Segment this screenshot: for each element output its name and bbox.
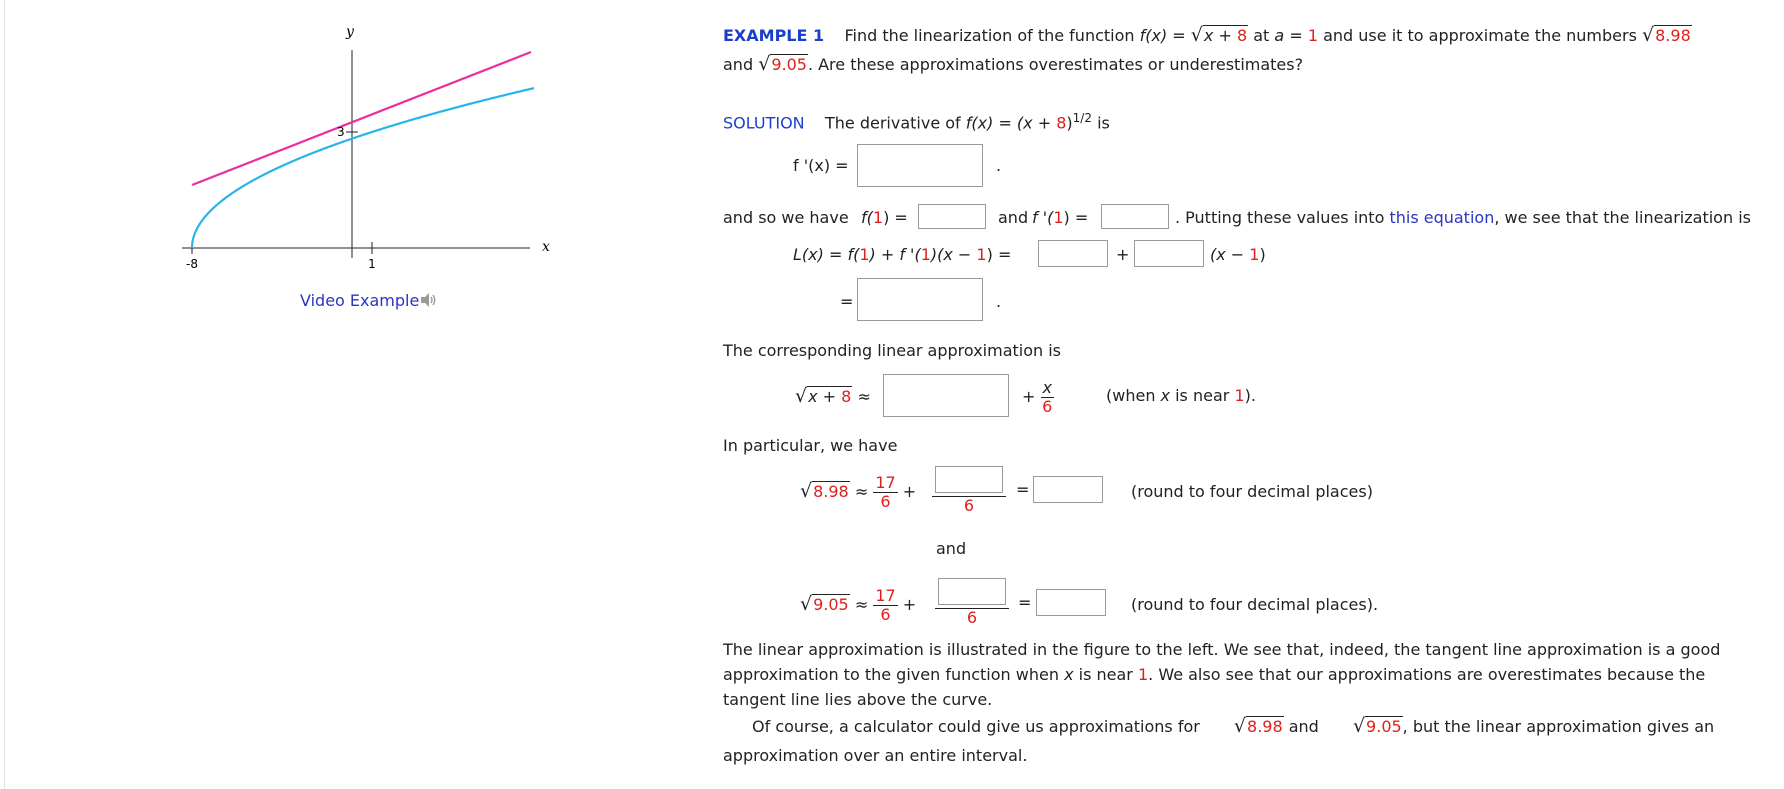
round-note-1: (round to four decimal places) <box>1131 482 1373 501</box>
example-at: at <box>1253 26 1270 45</box>
linearization-constant-input[interactable] <box>1038 240 1108 267</box>
approx-note: (when x is near 1). <box>1106 386 1256 405</box>
solution-line: SOLUTION The derivative of $f(x) = (x + 8)^{1/2}$ is <box>723 111 1110 133</box>
y-axis-label: y <box>346 24 354 40</box>
solution-text: The derivative of <box>824 113 961 133</box>
video-example-label: Video Example <box>300 291 420 310</box>
conclusion-paragraph-2: Of course, a calculator could give us approximations for √8.98 and √9.05, but the linear approximation gives an approximation over an entire interval. <box>723 715 1715 765</box>
approx-x-over-6: + $\frac{x}{6}$ <box>1022 378 1053 416</box>
simplified-dot: . <box>996 292 1002 311</box>
example-label: EXAMPLE 1 <box>723 26 825 45</box>
example-question: . Are these approximations overestimates or underestimates? <box>807 55 1304 74</box>
example-a-value: 1 <box>1307 26 1318 45</box>
result-9-05-input[interactable] <box>1036 589 1106 616</box>
tangent-line <box>192 52 531 185</box>
round-note-2: (round to four decimal places). <box>1131 595 1379 614</box>
values-intro: and so we have <box>723 208 849 227</box>
f-of-1-input[interactable] <box>918 204 986 229</box>
values-and: and <box>998 208 1029 227</box>
fraction-9-05: 6 <box>935 578 1009 627</box>
linearization-lhs: L(x) = f(1) + f '(1)(x − 1) = <box>793 245 1012 264</box>
derivative-answer-input[interactable] <box>857 144 983 187</box>
f-prime-of-1-label: f '(1) = <box>1032 208 1089 227</box>
linearization-slope-input[interactable] <box>1134 240 1204 267</box>
speaker-icon <box>419 291 439 309</box>
derivative-lhs: f '(x) = <box>793 156 849 175</box>
this-equation-link[interactable]: this equation <box>1389 208 1495 227</box>
tick-label-3: 3 <box>337 125 345 139</box>
tick-label-1: 1 <box>368 257 376 271</box>
result-8-98-input[interactable] <box>1033 476 1103 503</box>
video-example-link[interactable] <box>300 291 439 310</box>
derivative-dot: . <box>996 156 1002 175</box>
approx-lhs: √x + 8 ≈ <box>795 385 871 407</box>
sqrt-9-05: √9.05 <box>758 53 807 75</box>
solution-label: SOLUTION <box>723 113 805 133</box>
left-edge-divider <box>4 0 5 789</box>
fraction-8-98: 6 <box>932 466 1006 515</box>
simplified-linearization-input[interactable] <box>857 278 983 321</box>
eq-9-05: = <box>1018 593 1032 612</box>
example-text-2: and use it to approximate the numbers <box>1323 26 1637 45</box>
linear-approx-heading: The corresponding linear approximation is <box>723 341 1062 360</box>
example-text-1: Find the linearization of the function <box>844 26 1135 45</box>
linearization-plus: + <box>1116 245 1130 264</box>
example-statement-line2 <box>723 53 1303 75</box>
sqrt-curve <box>192 88 534 248</box>
numerator-9-05-input[interactable] <box>938 578 1006 605</box>
numerator-8-98-input[interactable] <box>935 466 1003 493</box>
simplified-eq: = <box>840 292 854 311</box>
f-of-1-label: f(1) = <box>861 208 908 227</box>
eq-8-98: = <box>1016 480 1030 499</box>
particular-and: and <box>936 539 967 558</box>
in-particular-heading: In particular, we have <box>723 436 898 455</box>
sqrt-8-98: √8.98 <box>1642 24 1691 46</box>
tick-label-neg8: -8 <box>186 257 198 271</box>
conclusion-paragraph-1: The linear approximation is illustrated in the figure to the left. We see that, indeed, the tangent line approximation is a good approximation to the given function when x is near 1. We also see that our approximations are overestimates because the tangent line lies above the curve. <box>723 640 1721 709</box>
sqrt-8-98-approx: √8.98 ≈ $\frac{17}{6}$ + <box>800 473 917 511</box>
values-putting: . Putting these values into this equation, we see that the linearization is <box>1175 208 1751 227</box>
linearization-graph <box>180 20 560 280</box>
example-fx: f(x) = <box>1139 26 1186 45</box>
sqrt-9-05-approx: √9.05 ≈ $\frac{17}{6}$ + <box>800 586 917 624</box>
approx-constant-input[interactable] <box>883 374 1009 417</box>
example-a-eq: a = <box>1274 26 1303 45</box>
f-prime-of-1-input[interactable] <box>1101 204 1169 229</box>
example-and: and <box>723 55 754 74</box>
x-minus-1: (x − 1) <box>1210 245 1266 264</box>
x-axis-label: x <box>542 239 550 255</box>
example-statement-line1 <box>723 24 1692 46</box>
sqrt-x-plus-8: √x + 8 <box>1190 24 1248 46</box>
exponent-half: 1/2 <box>1072 111 1092 125</box>
